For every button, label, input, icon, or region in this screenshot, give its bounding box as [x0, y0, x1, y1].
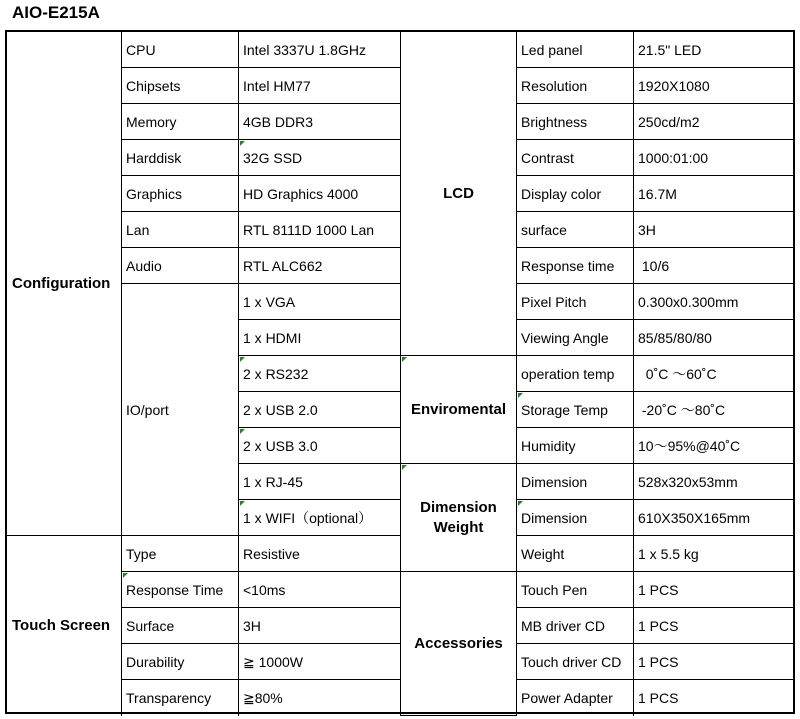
spec-value: 21.5" LED	[634, 32, 793, 68]
spec-value: 10/6	[634, 248, 793, 284]
cell-marker-icon	[240, 429, 245, 434]
spec-label: Viewing Angle	[517, 320, 634, 356]
spec-value: HD Graphics 4000	[239, 176, 401, 212]
io-port-value: 2 x USB 3.0	[239, 428, 401, 464]
spec-value: 3H	[634, 212, 793, 248]
spec-value: 0˚C ～60˚C	[634, 356, 793, 392]
group-lcd: LCD	[401, 32, 517, 356]
spec-label: MB driver CD	[517, 608, 634, 644]
spec-label: Lan	[122, 212, 239, 248]
spec-value: 1 PCS	[634, 572, 793, 608]
spec-label: Graphics	[122, 176, 239, 212]
spec-label: Resolution	[517, 68, 634, 104]
spec-value: 610X350X165mm	[634, 500, 793, 536]
spec-label: Harddisk	[122, 140, 239, 176]
spec-label: Audio	[122, 248, 239, 284]
spec-value: 1920X1080	[634, 68, 793, 104]
spec-label: Pixel Pitch	[517, 284, 634, 320]
touch-value: <10ms	[239, 572, 401, 608]
cell-marker-icon	[240, 501, 245, 506]
io-port-value: 2 x USB 2.0	[239, 392, 401, 428]
cell-marker-icon	[240, 141, 245, 146]
spec-label: Weight	[517, 536, 634, 572]
group-configuration: Configuration	[7, 32, 122, 536]
spec-label: Humidity	[517, 428, 634, 464]
touch-label: Transparency	[122, 680, 239, 716]
group-touch-screen: Touch Screen	[7, 536, 122, 716]
spec-label: Led panel	[517, 32, 634, 68]
spec-label: surface	[517, 212, 634, 248]
cell-marker-icon	[240, 357, 245, 362]
touch-label: Durability	[122, 644, 239, 680]
spec-value: 85/85/80/80	[634, 320, 793, 356]
touch-value: 3H	[239, 608, 401, 644]
spec-label: Brightness	[517, 104, 634, 140]
cell-marker-icon	[518, 501, 523, 506]
spec-value: 10～95%@40˚C	[634, 428, 793, 464]
spec-value: 1 PCS	[638, 690, 679, 706]
group-accessories: Accessories	[401, 572, 517, 716]
spec-label: CPU	[122, 32, 239, 68]
spec-label: Dimension	[517, 500, 634, 536]
spec-value: Intel HM77	[239, 68, 401, 104]
spec-value: 1000:01:00	[634, 140, 793, 176]
spec-label: Dimension	[517, 464, 634, 500]
io-port-label: IO/port	[122, 284, 239, 536]
io-port-value: 1 x VGA	[239, 284, 401, 320]
touch-label: Response Time	[122, 572, 239, 608]
spec-label: Display color	[517, 176, 634, 212]
spec-value: RTL ALC662	[239, 248, 401, 284]
spec-value: 32G SSD	[239, 140, 401, 176]
spec-value: 4GB DDR3	[239, 104, 401, 140]
cell-marker-icon	[402, 357, 407, 362]
spec-label: Touch driver CD	[517, 644, 634, 680]
spec-table	[5, 30, 795, 714]
spec-value: 1 PCS	[634, 608, 793, 644]
spec-value: -20˚C ～80˚C	[634, 392, 793, 428]
io-port-value: 1 x HDMI	[239, 320, 401, 356]
touch-value: ≧ 1000W	[239, 644, 401, 680]
spec-label: Memory	[122, 104, 239, 140]
spec-value: RTL 8111D 1000 Lan	[239, 212, 401, 248]
spec-label: Power Adapter	[517, 680, 634, 716]
cell-marker-icon	[518, 393, 523, 398]
io-port-value: 2 x RS232	[239, 356, 401, 392]
spec-label: Touch Pen	[517, 572, 634, 608]
cell-marker-icon	[402, 465, 407, 470]
spec-value: 0.300x0.300mm	[634, 284, 793, 320]
spec-label: Response time	[517, 248, 634, 284]
touch-value: ≧80%	[239, 680, 401, 716]
touch-value: Resistive	[239, 536, 401, 572]
touch-label: Surface	[122, 608, 239, 644]
io-port-value: 1 x WIFI（optional）	[239, 500, 401, 536]
spec-label: Contrast	[517, 140, 634, 176]
spec-label: operation temp	[517, 356, 634, 392]
spec-value: 1 x 5.5 kg	[634, 536, 793, 572]
cell-marker-icon	[123, 573, 128, 578]
spec-value: Intel 3337U 1.8GHz	[239, 32, 401, 68]
page-title: AIO-E215A	[12, 3, 100, 22]
touch-label: Type	[122, 536, 239, 572]
group-dimension-weight: Dimension Weight	[401, 464, 517, 572]
spec-label: Chipsets	[122, 68, 239, 104]
spec-label: Storage Temp	[517, 392, 634, 428]
spec-value: 528x320x53mm	[634, 464, 793, 500]
group-enviromental: Enviromental	[401, 356, 517, 464]
spec-value: 250cd/m2	[634, 104, 793, 140]
spec-value: 16.7M	[634, 176, 793, 212]
spec-value: 1 PCS	[634, 644, 793, 680]
io-port-value: 1 x RJ-45	[239, 464, 401, 500]
